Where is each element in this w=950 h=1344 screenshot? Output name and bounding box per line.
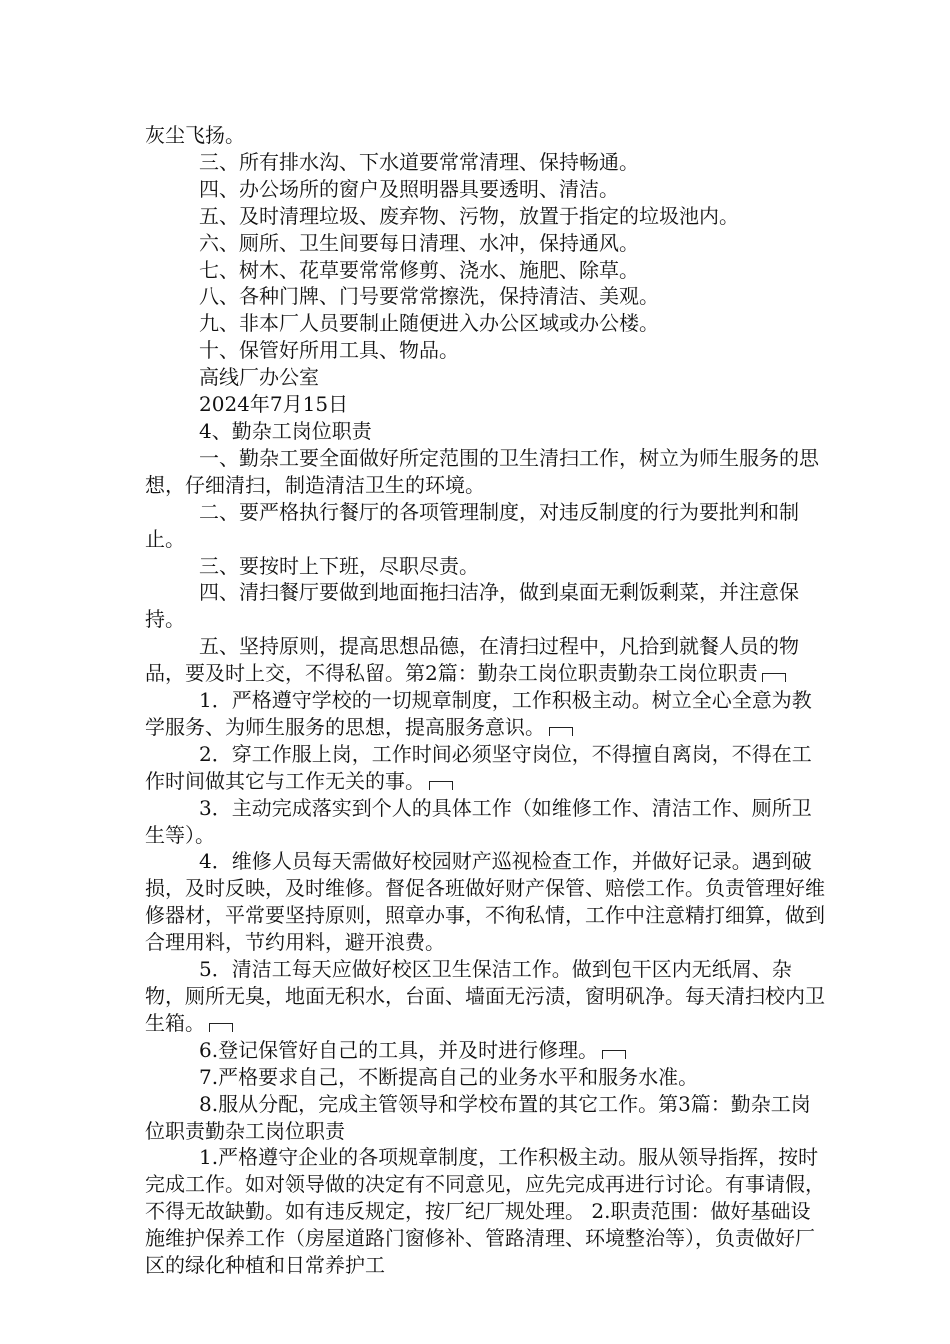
document-body (145, 122, 830, 1279)
paragraph-text: 一、勤杂工要全面做好所定范围的卫生清扫工作，树立为师生服务的思想，仔细清扫，制造清洁卫生的环境。 (145, 445, 819, 497)
paragraph (145, 176, 830, 203)
paragraph (145, 391, 830, 418)
paragraph (145, 795, 830, 849)
paragraph-text: 1．严格遵守学校的一切规章制度，工作积极主动。树立全心全意为教学服务、为师生服务的思想，提高服务意识。 (145, 688, 812, 739)
paragraph (145, 633, 830, 687)
paragraph (145, 283, 830, 310)
paragraph (145, 741, 830, 795)
paragraph (145, 848, 830, 956)
paragraph-text: 4．维修人员每天需做好校园财产巡视检查工作，并做好记录。遇到破损，及时反映，及时维修。督促各班做好财产保管、赔偿工作。负责管理好维修器材，平常要坚持原则，照章办事，不徇私情，工作中注意精打细算，做到合理用料，节约用料，避开浪费。 (145, 849, 825, 955)
paragraph (145, 553, 830, 580)
paragraph (145, 364, 830, 391)
bracket-mark-icon (549, 727, 573, 736)
paragraph (145, 579, 830, 633)
paragraph-text: 十、保管好所用工具、物品。 (199, 338, 459, 363)
paragraph-text: 六、厕所、卫生间要每日清理、水冲，保持通风。 (199, 230, 639, 255)
paragraph (145, 1091, 830, 1145)
paragraph-text: 三、所有排水沟、下水道要常常清理、保持畅通。 (199, 149, 639, 174)
paragraph-text: 五、及时清理垃圾、废弃物、污物，放置于指定的垃圾池内。 (199, 203, 739, 228)
paragraph-text: 6.登记保管好自己的工具，并及时进行修理。 (199, 1037, 599, 1062)
bracket-mark-icon (209, 1023, 233, 1032)
paragraph (145, 230, 830, 257)
paragraph-text: 八、各种门牌、门号要常常擦洗，保持清洁、美观。 (199, 284, 659, 309)
paragraph-text: 九、非本厂人员要制止随便进入办公区域或办公楼。 (199, 311, 659, 336)
paragraph (145, 956, 830, 1037)
paragraph-text: 二、要严格执行餐厅的各项管理制度，对违反制度的行为要批判和制止。 (145, 499, 799, 551)
paragraph-text: 4、勤杂工岗位职责 (199, 418, 372, 443)
paragraph-text: 高线厂办公室 (199, 365, 319, 390)
paragraph-text: 2024年7月15日 (199, 392, 349, 417)
paragraph-text: 灰尘飞扬。 (145, 123, 245, 147)
bracket-mark-icon (602, 1050, 626, 1059)
paragraph (145, 445, 830, 499)
paragraph (145, 1064, 830, 1091)
paragraph-text: 8.服从分配，完成主管领导和学校布置的其它工作。第3篇：勤杂工岗位职责勤杂工岗位职责 (145, 1091, 811, 1143)
paragraph-text: 三、要按时上下班，尽职尽责。 (199, 553, 479, 578)
bracket-mark-icon (762, 673, 786, 682)
paragraph-text: 1.严格遵守企业的各项规章制度，工作积极主动。服从领导指挥，按时完成工作。如对领导做的决定有不同意见，应先完成再进行讨论。有事请假，不得无故缺勤。如有违反规定，按厂纪厂规处理。 2.职责范围：做好基础设施维护保养工作（房屋道路门窗修补、管路清理、环境整治等），负责做好厂区的绿化种植和日常养护工 (145, 1145, 825, 1278)
paragraph-text: 四、清扫餐厅要做到地面拖扫洁净，做到桌面无剩饭剩菜，并注意保持。 (145, 580, 799, 632)
paragraph-text: 7.严格要求自己，不断提高自己的业务水平和服务水准。 (199, 1064, 699, 1089)
paragraph-text: 五、坚持原则，提高思想品德，在清扫过程中，凡拾到就餐人员的物品，要及时上交，不得私留。第2篇：勤杂工岗位职责勤杂工岗位职责 (145, 634, 799, 686)
paragraph-text: 四、办公场所的窗户及照明器具要透明、清洁。 (199, 176, 619, 201)
paragraph-text: 七、树木、花草要常常修剪、浇水、施肥、除草。 (199, 257, 639, 282)
bracket-mark-icon (429, 781, 453, 790)
paragraph-text: 5．清洁工每天应做好校区卫生保洁工作。做到包干区内无纸屑、杂物，厕所无臭，地面无积水，台面、墙面无污渍，窗明矾净。每天清扫校内卫生箱。 (145, 957, 825, 1035)
paragraph (145, 203, 830, 230)
paragraph (145, 687, 830, 741)
paragraph (145, 418, 830, 445)
paragraph (145, 149, 830, 176)
paragraph (145, 337, 830, 364)
paragraph (145, 1144, 830, 1279)
paragraph (145, 122, 830, 149)
paragraph (145, 499, 830, 553)
paragraph (145, 257, 830, 284)
paragraph (145, 1037, 830, 1064)
paragraph-text: 3．主动完成落实到个人的具体工作（如维修工作、清洁工作、厕所卫生等）。 (145, 795, 812, 847)
paragraph (145, 310, 830, 337)
paragraph-text: 2．穿工作服上岗，工作时间必须坚守岗位，不得擅自离岗，不得在工作时间做其它与工作无关的事。 (145, 741, 812, 793)
